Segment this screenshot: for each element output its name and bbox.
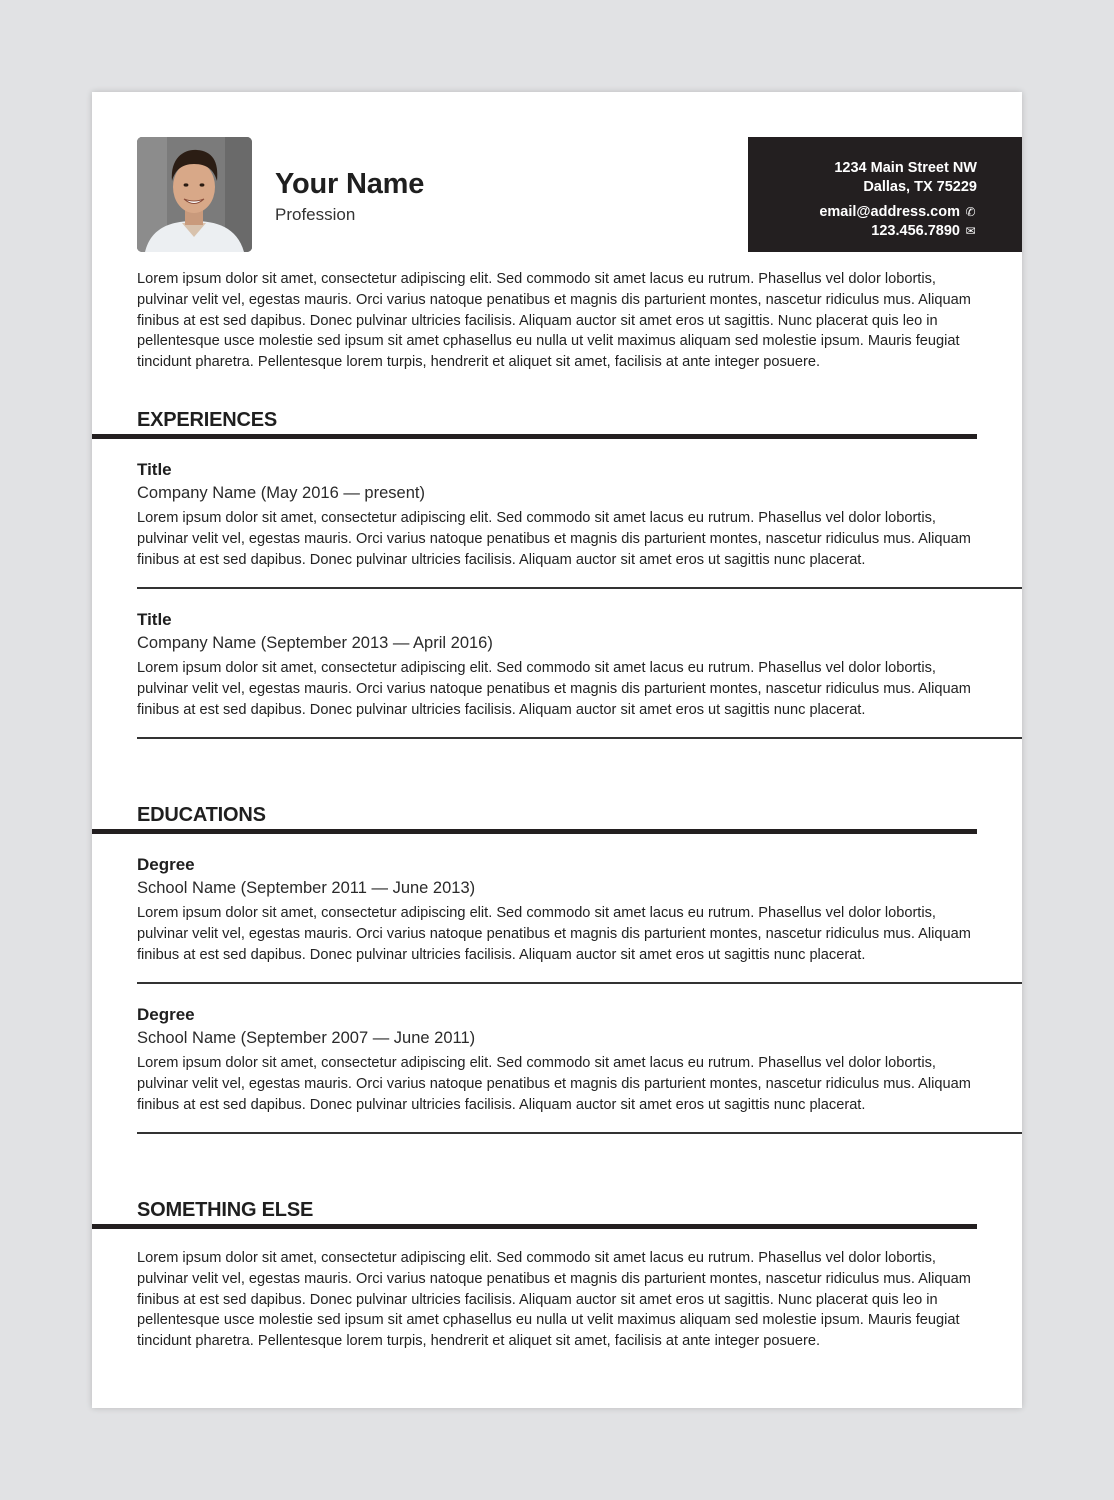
educations-rule <box>92 829 977 834</box>
person-name: Your Name <box>275 168 425 200</box>
phone-icon: ✆ <box>965 205 976 219</box>
address-line-2: Dallas, TX 75229 <box>863 179 977 195</box>
education-school: School Name (September 2007 — June 2011) <box>137 1029 476 1047</box>
experience-title: Title <box>137 460 172 479</box>
address-line-1: 1234 Main Street NW <box>834 160 977 176</box>
experience-company: Company Name (September 2013 — April 2016) <box>137 634 493 652</box>
education-degree: Degree <box>137 855 195 874</box>
phone-text[interactable]: 123.456.7890 <box>871 223 960 239</box>
profile-photo <box>137 137 252 252</box>
something-else-heading: SOMETHING ELSE <box>137 1199 314 1221</box>
experience-title: Title <box>137 610 172 629</box>
education-divider <box>137 982 1022 984</box>
education-school: School Name (September 2011 — June 2013) <box>137 879 476 897</box>
education-degree: Degree <box>137 1005 195 1024</box>
email-row <box>748 203 977 222</box>
experiences-heading: EXPERIENCES <box>137 409 278 431</box>
phone-row <box>748 222 977 241</box>
profession: Profession <box>275 205 356 224</box>
email-text[interactable]: email@address.com <box>819 204 960 220</box>
experience-divider <box>137 587 1022 589</box>
educations-heading: EDUCATIONS <box>137 804 266 826</box>
resume-page <box>92 92 1022 1408</box>
education-description: Lorem ipsum dolor sit amet, consectetur adipiscing elit. Sed commodo sit amet lacus eu rutrum. Phasellus vel dolor lobortis, pulvinar velit vel, egestas mauris. Orci varius natoque penatibus et magnis dis parturient montes, nascetur ridiculus mus. Aliquam finibus at est sed dapibus. Donec pulvinar ultricies facilisis. Aliquam auctor sit amet eros ut sagittis nunc placerat. <box>137 905 971 963</box>
something-else-paragraph: Lorem ipsum dolor sit amet, consectetur adipiscing elit. Sed commodo sit amet lacus eu rutrum. Phasellus vel dolor lobortis, pulvinar velit vel, egestas mauris. Orci varius natoque penatibus et magnis dis parturient montes, nascetur ridiculus mus. Aliquam finibus at est sed dapibus. Donec pulvinar ultricies facilisis. Aliquam auctor sit amet eros ut sagittis. Nunc placerat quis leo in pellentesque usce molestie sed ipsum sit amet cphasellus eu nulla ut velit maximus aliquam sed molestie ipsum. Mauris feugiat tincidunt pharetra. Pellentesque lorem turpis, hendrerit et aliquet sit amet, facilisis at ante integer posuere. <box>137 1250 971 1350</box>
something-else-rule <box>92 1224 977 1229</box>
contact-box <box>748 137 1022 252</box>
experiences-rule <box>92 434 977 439</box>
education-divider <box>137 1132 1022 1134</box>
experience-company: Company Name (May 2016 — present) <box>137 484 425 502</box>
envelope-icon: ✉ <box>965 224 976 238</box>
summary-paragraph: Lorem ipsum dolor sit amet, consectetur adipiscing elit. Sed commodo sit amet lacus eu rutrum. Phasellus vel dolor lobortis, pulvinar velit vel, egestas mauris. Orci varius natoque penatibus et magnis dis parturient montes, nascetur ridiculus mus. Aliquam finibus at est sed dapibus. Donec pulvinar ultricies facilisis. Aliquam auctor sit amet eros ut sagittis. Nunc placerat quis leo in pellentesque usce molestie sed ipsum sit amet cphasellus eu nulla ut velit maximus aliquam sed molestie ipsum. Mauris feugiat tincidunt pharetra. Pellentesque lorem turpis, hendrerit et aliquet sit amet, facilisis at ante integer posuere. <box>137 271 971 371</box>
person-portrait-icon <box>137 137 252 252</box>
education-description: Lorem ipsum dolor sit amet, consectetur adipiscing elit. Sed commodo sit amet lacus eu rutrum. Phasellus vel dolor lobortis, pulvinar velit vel, egestas mauris. Orci varius natoque penatibus et magnis dis parturient montes, nascetur ridiculus mus. Aliquam finibus at est sed dapibus. Donec pulvinar ultricies facilisis. Aliquam auctor sit amet eros ut sagittis nunc placerat. <box>137 1055 971 1113</box>
experience-divider <box>137 737 1022 739</box>
experience-description: Lorem ipsum dolor sit amet, consectetur adipiscing elit. Sed commodo sit amet lacus eu rutrum. Phasellus vel dolor lobortis, pulvinar velit vel, egestas mauris. Orci varius natoque penatibus et magnis dis parturient montes, nascetur ridiculus mus. Aliquam finibus at est sed dapibus. Donec pulvinar ultricies facilisis. Aliquam auctor sit amet eros ut sagittis nunc placerat. <box>137 510 971 568</box>
experience-description: Lorem ipsum dolor sit amet, consectetur adipiscing elit. Sed commodo sit amet lacus eu rutrum. Phasellus vel dolor lobortis, pulvinar velit vel, egestas mauris. Orci varius natoque penatibus et magnis dis parturient montes, nascetur ridiculus mus. Aliquam finibus at est sed dapibus. Donec pulvinar ultricies facilisis. Aliquam auctor sit amet eros ut sagittis nunc placerat. <box>137 660 971 718</box>
